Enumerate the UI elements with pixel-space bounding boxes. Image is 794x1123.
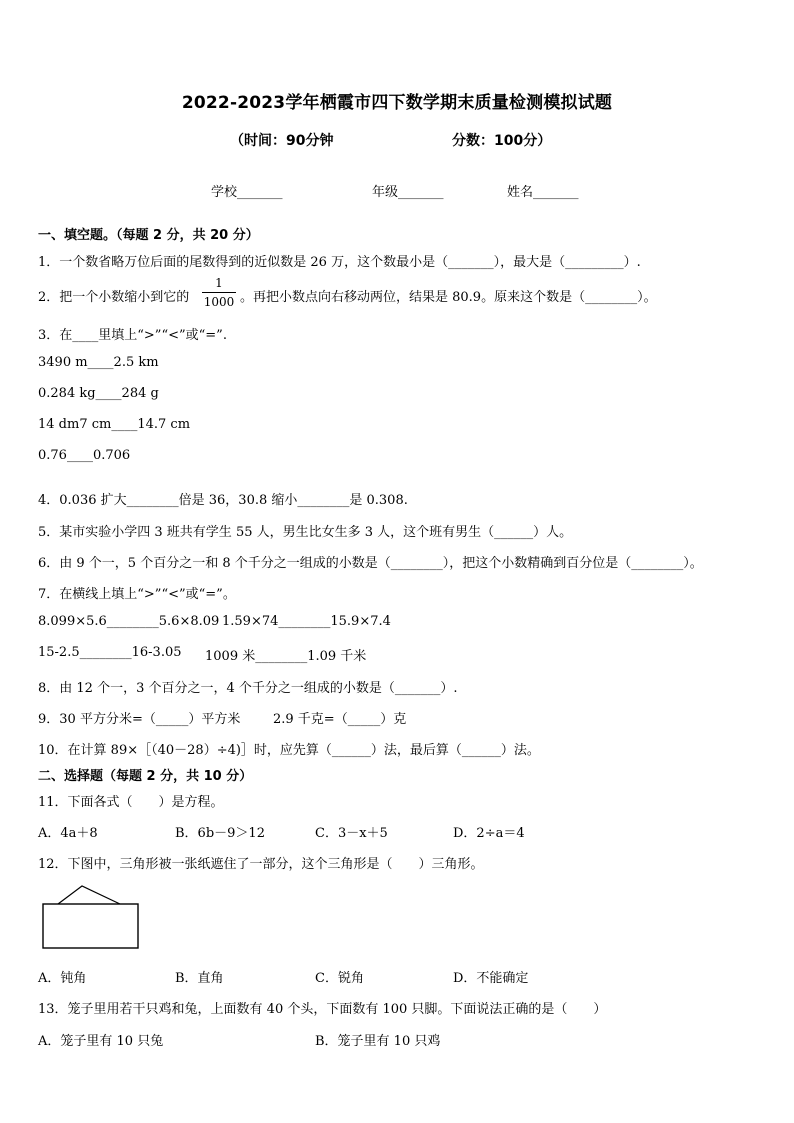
question-3-item: 0.76____0.706 [38,448,131,463]
exam-score: 分数：100分） [452,133,552,149]
question-11-option-a[interactable]: A．4a＋8 [38,826,98,841]
school-field[interactable]: 学校_______ [211,185,283,200]
covered-triangle-figure [40,884,142,952]
fraction-numerator: 1 [202,276,236,293]
page-title: 2022-2023学年栖霞市四下数学期末质量检测模拟试题 [181,93,613,113]
question-2-after: 。再把小数点向右移动两位，结果是 80.9。原来这个数是（________）。 [240,290,657,305]
question-9-part: 2.9 千克=（_____）克 [273,712,407,727]
question-7-item: 15-2.5________16-3.05 [38,645,182,660]
question-1: 1．一个数省略万位后面的尾数得到的近似数是 26 万，这个数最小是（_______），最大是（_________）. [38,255,641,270]
question-3-item: 3490 m____2.5 km [38,355,159,370]
question-3-item: 14 dm7 cm____14.7 cm [38,417,191,432]
question-11-option-c[interactable]: C．3－x＋5 [315,826,388,841]
question-2-before: 2．把一个小数缩小到它的 [38,290,190,305]
question-8: 8．由 12 个一，3 个百分之一，4 个千分之一组成的小数是（_______）. [38,681,458,696]
exam-time: （时间：90分钟 [230,133,334,149]
triangle-visible-part [58,886,120,904]
question-11-option-b[interactable]: B．6b－9＞12 [175,826,265,841]
question-13-option-b[interactable]: B．笼子里有 10 只鸡 [315,1034,441,1049]
fraction-denominator: 1000 [203,295,235,309]
question-11-stem: 11．下面各式（ ）是方程。 [38,795,224,810]
covering-paper [43,904,138,948]
question-2-fraction [202,276,236,309]
section-fill-in: 一、填空题。（每题 2 分，共 20 分） [38,228,259,243]
question-7-item: 8.099×5.6________5.6×8.09 [38,614,220,629]
question-12-stem: 12．下图中，三角形被一张纸遮住了一部分，这个三角形是（ ）三角形。 [38,857,484,872]
question-12-option-b[interactable]: B．直角 [175,971,224,986]
question-12-option-d[interactable]: D．不能确定 [453,971,529,986]
question-10: 10．在计算 89×［（40－28）÷4)］时，应先算（______）法，最后算（______）法。 [38,743,540,758]
question-11-option-d[interactable]: D．2÷a＝4 [453,826,525,841]
question-5: 5．某市实验小学四 3 班共有学生 55 人，男生比女生多 3 人，这个班有男生（______）人。 [38,525,573,540]
question-13-stem: 13．笼子里用若干只鸡和兔，上面数有 40 个头，下面数有 100 只脚。下面说法正确的是（ ） [38,1002,607,1017]
question-13-option-a[interactable]: A．笼子里有 10 只兔 [38,1034,164,1049]
question-3-item: 0.284 kg____284 g [38,386,159,401]
question-6: 6．由 9 个一，5 个百分之一和 8 个千分之一组成的小数是（________），把这个小数精确到百分位是（________）。 [38,556,703,571]
section-choice: 二、选择题（每题 2 分，共 10 分） [38,769,253,784]
question-7-item: 1.59×74________15.9×7.4 [222,614,391,629]
question-3-stem: 3．在____里填上“>”“<”或“=”. [38,328,227,343]
question-12-option-a[interactable]: A．钝角 [38,971,87,986]
name-field[interactable]: 姓名_______ [507,185,579,200]
question-9-part: 9．30 平方分米=（_____）平方米 [38,712,241,727]
question-12-option-c[interactable]: C．锐角 [315,971,364,986]
question-4: 4．0.036 扩大________倍是 36，30.8 缩小________是 0.308. [38,493,408,508]
grade-field[interactable]: 年级_______ [372,185,444,200]
question-7-item: 1009 米________1.09 千米 [205,649,367,664]
question-7-stem: 7．在横线上填上“>”“<”或“=”。 [38,587,236,602]
